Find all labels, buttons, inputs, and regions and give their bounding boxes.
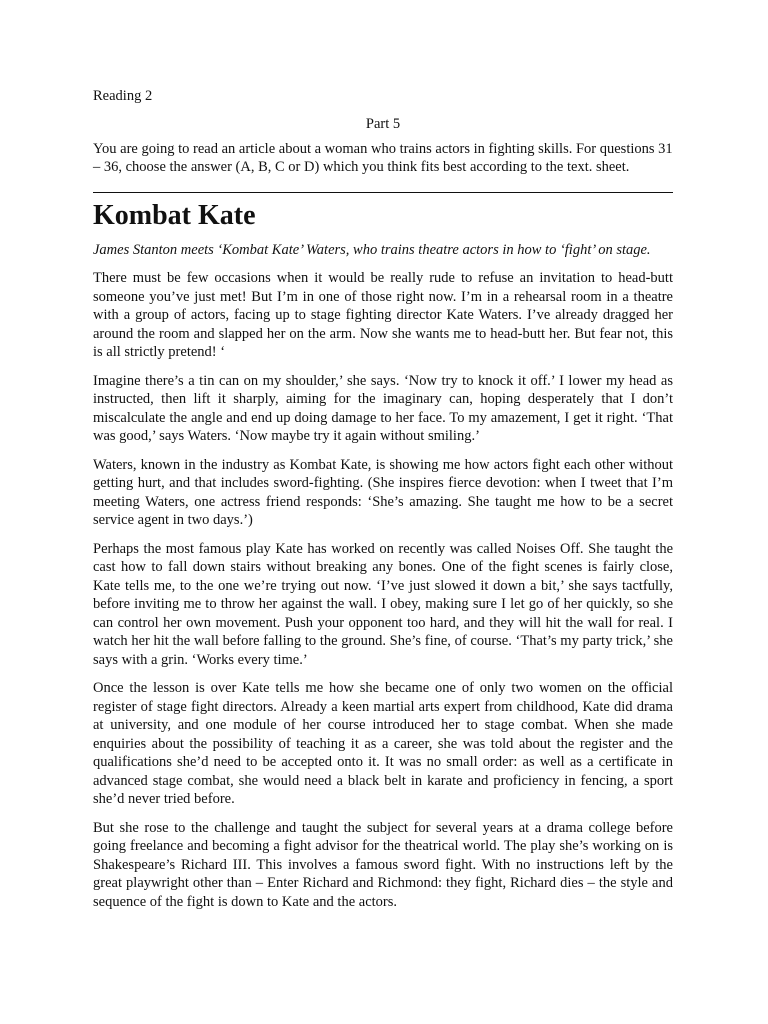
article-paragraph: Imagine there’s a tin can on my shoulder,’ she says. ‘Now try to knock it off.’ I lower my head as instructed, then lift it sharply, aiming for the imaginary can, hoping desperately that I don’t miscalculate the angle and end up doing damage to her face. To my amazement, I get it right. ‘That was good,’ says Waters. ‘Now maybe try it again without smiling.’: [93, 372, 673, 444]
task-instructions: You are going to read an article about a woman who trains actors in fighting skills. For questions 31 – 36, choose the answer (A, B, C or D) which you think fits best according to the text. sheet.: [93, 141, 673, 175]
article-paragraph: Perhaps the most famous play Kate has worked on recently was called Noises Off. She taught the cast how to fall down stairs without breaking any bones. One of the fight scenes is fairly close, Kate tells me, to the one we’re trying out now. ‘I’ve just slowed it down a bit,’ she says tactfully, before inviting me to throw her against the wall. I obey, making sure I let go of her quickly, so she can control her own movement. Push your opponent too hard, and they will hit the wall for real. I watch her hit the wall before falling to the ground. She’s fine, of course. ‘That’s my party trick,’ she says with a grin. ‘Works every time.’: [93, 540, 673, 668]
article-paragraph: There must be few occasions when it would be really rude to refuse an invitation to head-butt someone you’ve just met! But I’m in one of those right now. I’m in a rehearsal room in a theatre with a group of actors, facing up to stage fighting director Kate Waters. I’ve already dragged her around the room and slapped her on the arm. Now she wants me to head-butt her. But fear not, this is all strictly pretend! ‘: [93, 270, 673, 360]
part-label: Part 5: [365, 116, 401, 132]
article-paragraph: Once the lesson is over Kate tells me how she became one of only two women on the official register of stage fight directors. Already a keen martial arts expert from childhood, Kate did drama at university, and one module of her course introduced her to stage combat. When she made enquiries about the possibility of teaching it as a career, she was told about the register and the qualifications she’d need to be accepted onto it. It was no small order: as well as a certificate in advanced stage combat, she would need a black belt in karate and proficiency in fencing, a sport she’d never tried before.: [93, 680, 673, 807]
document-page: [93, 86, 673, 911]
article-standfirst: James Stanton meets ‘Kombat Kate’ Waters, who trains theatre actors in how to ‘fight’ on stage.: [93, 242, 651, 258]
article-title: Kombat Kate: [93, 200, 256, 231]
horizontal-divider: [93, 192, 673, 193]
article-paragraph: But she rose to the challenge and taught the subject for several years at a drama college before going freelance and becoming a fight advisor for the theatrical world. The play she’s working on is Shakespeare’s Richard III. This involves a famous sword fight. With no instructions left by the great playwright other than – Enter Richard and Richmond: they fight, Richard dies – the style and sequence of the fight is down to Kate and the actors.: [93, 819, 673, 910]
article-paragraph: Waters, known in the industry as Kombat Kate, is showing me how actors fight each other without getting hurt, and that includes sword-fighting. (She inspires fierce devotion: when I tweet that I’m meeting Waters, one actress friend responds: ‘She’s amazing. She taught me how to be a secret service agent in two days.’): [93, 456, 673, 528]
reading-label: Reading 2: [93, 88, 153, 104]
